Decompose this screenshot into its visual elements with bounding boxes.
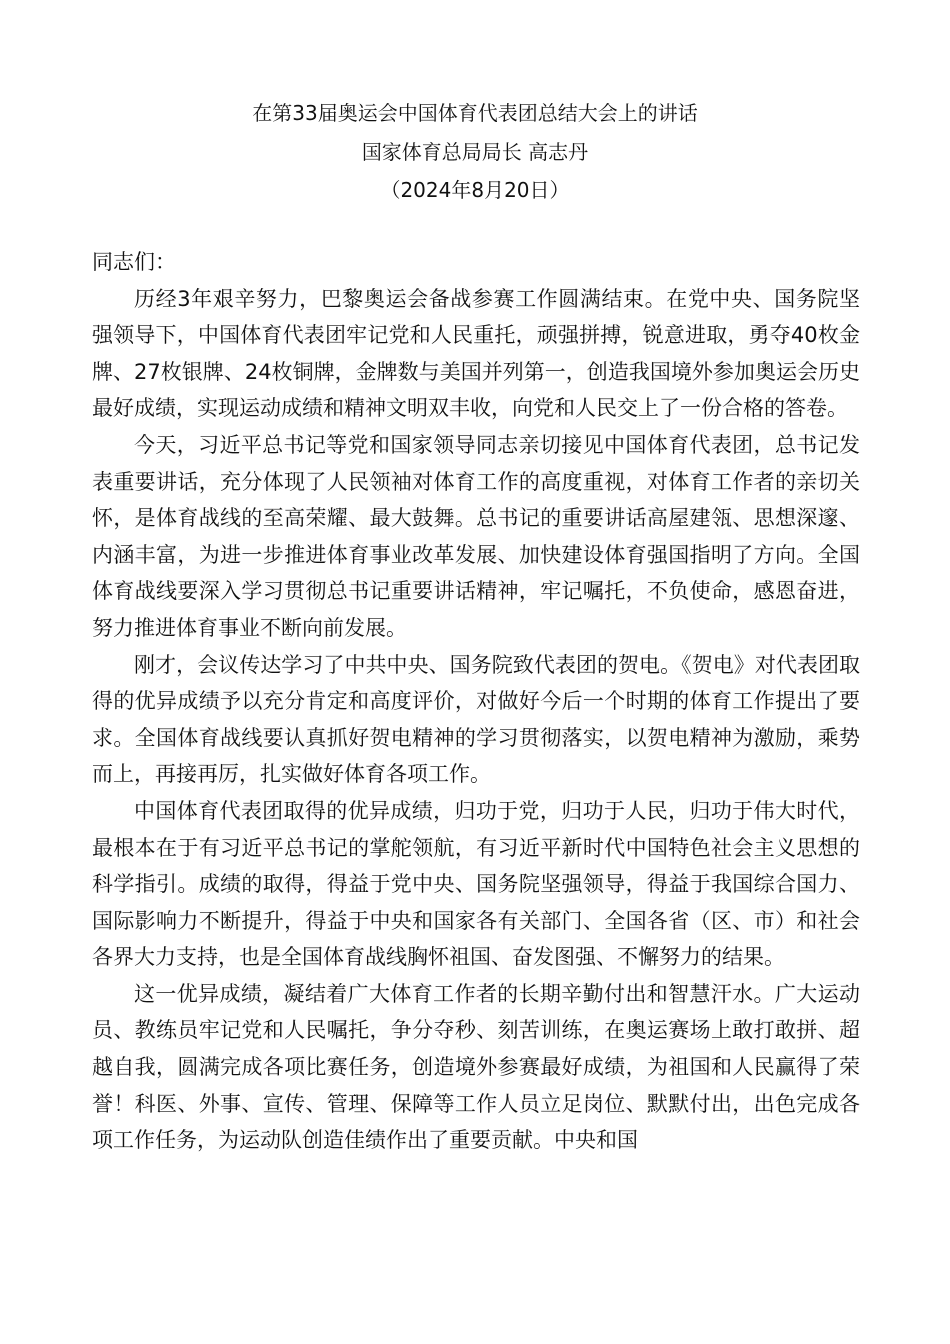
speech-date: （2024年8月20日） bbox=[380, 178, 570, 202]
paragraph-1: 历经3年艰辛努力，巴黎奥运会备战参赛工作圆满结束。在党中央、国务院坚强领导下，中国体育代表团牢记党和人民重托，顽强拼搏，锐意进取，勇夺40枚金牌、27枚银牌、24枚铜牌，金牌数与美国并列第一，创造我国境外参加奥运会历史最好成绩，实现运动成绩和精神文明双丰收，向党和人民交上了一份合格的答卷。 bbox=[92, 286, 860, 421]
speaker-line: 国家体育总局局长 高志丹 bbox=[361, 140, 589, 164]
speech-body bbox=[92, 244, 860, 1159]
paragraph-2: 今天，习近平总书记等党和国家领导同志亲切接见中国体育代表团，总书记发表重要讲话，充分体现了人民领袖对体育工作的高度重视，对体育工作者的亲切关怀，是体育战线的至高荣耀、最大鼓舞。总书记的重要讲话高屋建瓴、思想深邃、内涵丰富，为进一步推进体育事业改革发展、加快建设体育强国指明了方向。全国体育战线要深入学习贯彻总书记重要讲话精神，牢记嘱托，不负使命，感恩奋进，努力推进体育事业不断向前发展。 bbox=[92, 432, 860, 640]
paragraph-3: 刚才，会议传达学习了中共中央、国务院致代表团的贺电。《贺电》对代表团取得的优异成绩予以充分肯定和高度评价，对做好今后一个时期的体育工作提出了要求。全国体育战线要认真抓好贺电精神的学习贯彻落实，以贺电精神为激励，乘势而上，再接再厉，扎实做好体育各项工作。 bbox=[92, 652, 860, 787]
salutation: 同志们： bbox=[92, 250, 176, 274]
paragraph-4: 中国体育代表团取得的优异成绩，归功于党，归功于人民，归功于伟大时代，最根本在于有习近平总书记的掌舵领航，有习近平新时代中国特色社会主义思想的科学指引。成绩的取得，得益于党中央、国务院坚强领导，得益于我国综合国力、国际影响力不断提升，得益于中央和国家各有关部门、全国各省（区、市）和社会各界大力支持，也是全国体育战线胸怀祖国、奋发图强、不懈努力的结果。 bbox=[92, 798, 860, 970]
paragraph-5: 这一优异成绩，凝结着广大体育工作者的长期辛勤付出和智慧汗水。广大运动员、教练员牢记党和人民嘱托，争分夺秒、刻苦训练，在奥运赛场上敢打敢拼、超越自我，圆满完成各项比赛任务，创造境外参赛最好成绩，为祖国和人民赢得了荣誉！科医、外事、宣传、管理、保障等工作人员立足岗位、默默付出，出色完成各项工作任务，为运动队创造佳绩作出了重要贡献。中央和国 bbox=[92, 981, 860, 1153]
speech-title: 在第33届奥运会中国体育代表团总结大会上的讲话 bbox=[252, 101, 698, 125]
